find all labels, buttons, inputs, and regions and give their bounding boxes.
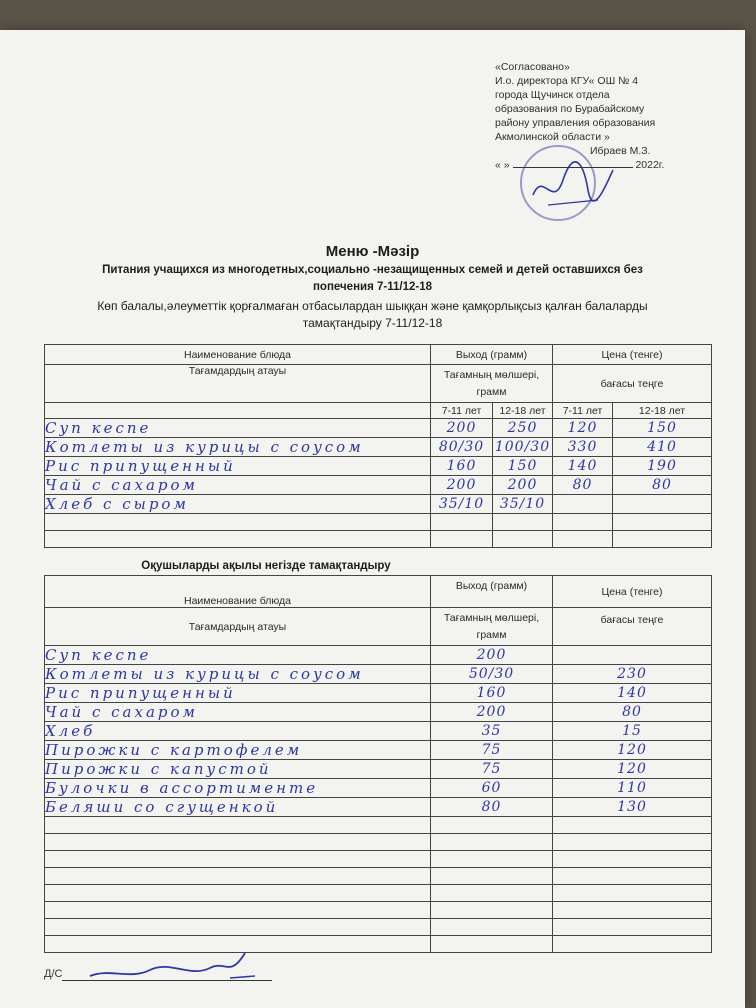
price-7-11 [553,495,613,514]
table-row-empty [45,885,712,902]
price: 15 [553,722,712,741]
header-dish-ru: Наименование блюда [45,345,431,365]
dish-name: Рис припущенный [45,684,431,703]
approval-line-2: И.о. директора КГУ« ОШ № 4 [495,75,639,87]
table-row [45,760,712,779]
footer-signature [80,948,270,988]
yield: 80 [431,798,553,817]
price-12-18: 410 [613,438,712,457]
price-12-18: 80 [613,476,712,495]
dish-name: Котлеты из курицы с соусом [45,438,431,457]
table-row-empty [45,868,712,885]
price: 130 [553,798,712,817]
table-row [45,646,712,665]
approval-signer: Ибраев М.З. [590,145,651,157]
table-row [45,741,712,760]
price-12-18 [613,495,712,514]
approval-stamp [495,60,715,172]
table-row-empty [45,817,712,834]
header-dish-kz: Тағамдардың атауы [45,365,431,403]
subtitle-kz-line-1: Көп балалы,әлеуметтік қорғалмаған отбасылардан шыққан және қамқорлықсыз қалған балаларды [97,299,648,313]
approval-year: 2022г. [635,159,665,171]
header-yield-kz: Тағамның мөлшері, грамм [431,608,553,646]
table-row [45,703,712,722]
price: 120 [553,760,712,779]
yield: 200 [431,646,553,665]
dish-name: Котлеты из курицы с соусом [45,665,431,684]
table-row-empty [45,919,712,936]
approval-line-1: «Согласовано» [495,61,570,73]
approval-date-prefix: « » [495,159,510,171]
price: 120 [553,741,712,760]
table-row [45,495,712,514]
dish-name: Суп кеспе [45,419,431,438]
dish-name: Хлеб [45,722,431,741]
header-price-ru: Цена (тенге) [553,576,712,608]
age-header: 7-11 лет [553,403,613,419]
approval-line-5: району управления образования [495,117,656,129]
age-header: 7-11 лет [431,403,493,419]
price-7-11: 330 [553,438,613,457]
header-dish-ru: Наименование блюда [45,576,431,608]
header-yield-kz: Тағамның мөлшері, грамм [431,365,553,403]
price-7-11: 120 [553,419,613,438]
dish-name: Чай с сахаром [45,703,431,722]
yield-7-11: 160 [431,457,493,476]
dish-name: Пирожки с картофелем [45,741,431,760]
price-7-11: 140 [553,457,613,476]
table-row-empty [45,834,712,851]
header-dish-kz: Тағамдардың атауы [45,608,431,646]
table-row [45,684,712,703]
paid-meals-title: Оқушыларды ақылы негізде тамақтандыру [141,560,391,572]
free-meals-table [44,344,712,548]
dish-name: Рис припущенный [45,457,431,476]
yield-12-18: 200 [493,476,553,495]
header-price-ru: Цена (тенге) [553,345,712,365]
price: 230 [553,665,712,684]
table-row [45,457,712,476]
dish-name: Хлеб с сыром [45,495,431,514]
approval-line-3: города Щучинск отдела [495,89,610,101]
table-row [45,476,712,495]
paid-meals-table [44,575,712,953]
table-row [45,665,712,684]
table-row-empty [45,851,712,868]
price: 110 [553,779,712,798]
price [553,646,712,665]
table-row [45,419,712,438]
header-yield-ru: Выход (грамм) [431,576,553,608]
yield: 200 [431,703,553,722]
approval-date-line [495,158,715,172]
price-12-18: 150 [613,419,712,438]
table-row-empty [45,514,712,531]
table-row [45,438,712,457]
price: 80 [553,703,712,722]
footer-label: Д/С [44,968,63,980]
yield-12-18: 35/10 [493,495,553,514]
yield-12-18: 150 [493,457,553,476]
price-7-11: 80 [553,476,613,495]
header-price-kz: бағасы теңге [553,365,712,403]
yield-12-18: 100/30 [493,438,553,457]
approval-line-6: Акмолинской области » [495,131,610,143]
dish-name: Беляши со сгущенкой [45,798,431,817]
yield-12-18: 250 [493,419,553,438]
table-row [45,779,712,798]
subtitle-kz-line-2: тамақтандыру 7-11/12-18 [302,316,443,330]
yield: 60 [431,779,553,798]
dish-name: Суп кеспе [45,646,431,665]
yield-7-11: 35/10 [431,495,493,514]
age-header: 12-18 лет [613,403,712,419]
yield: 35 [431,722,553,741]
subtitle-ru-line-1: Питания учащихся из многодетных,социально -незащищенных семей и детей оставшихся без [102,264,643,276]
subtitle-ru-line-2: попечения 7-11/12-18 [312,281,432,293]
table-row-empty [45,531,712,548]
price-12-18: 190 [613,457,712,476]
yield: 75 [431,741,553,760]
age-header: 12-18 лет [493,403,553,419]
yield-7-11: 200 [431,476,493,495]
price: 140 [553,684,712,703]
approval-line-4: образования по Бурабайскому [495,103,645,115]
header-price-kz: бағасы теңге [553,608,712,646]
dish-name: Пирожки с капустой [45,760,431,779]
dish-name: Чай с сахаром [45,476,431,495]
yield-7-11: 200 [431,419,493,438]
yield: 50/30 [431,665,553,684]
yield-7-11: 80/30 [431,438,493,457]
table-row-empty [45,902,712,919]
yield: 160 [431,684,553,703]
header-yield-ru: Выход (грамм) [431,345,553,365]
yield: 75 [431,760,553,779]
table-row [45,722,712,741]
dish-name: Булочки в ассортименте [45,779,431,798]
menu-title: Меню -Мәзір [325,243,420,260]
table-row [45,798,712,817]
